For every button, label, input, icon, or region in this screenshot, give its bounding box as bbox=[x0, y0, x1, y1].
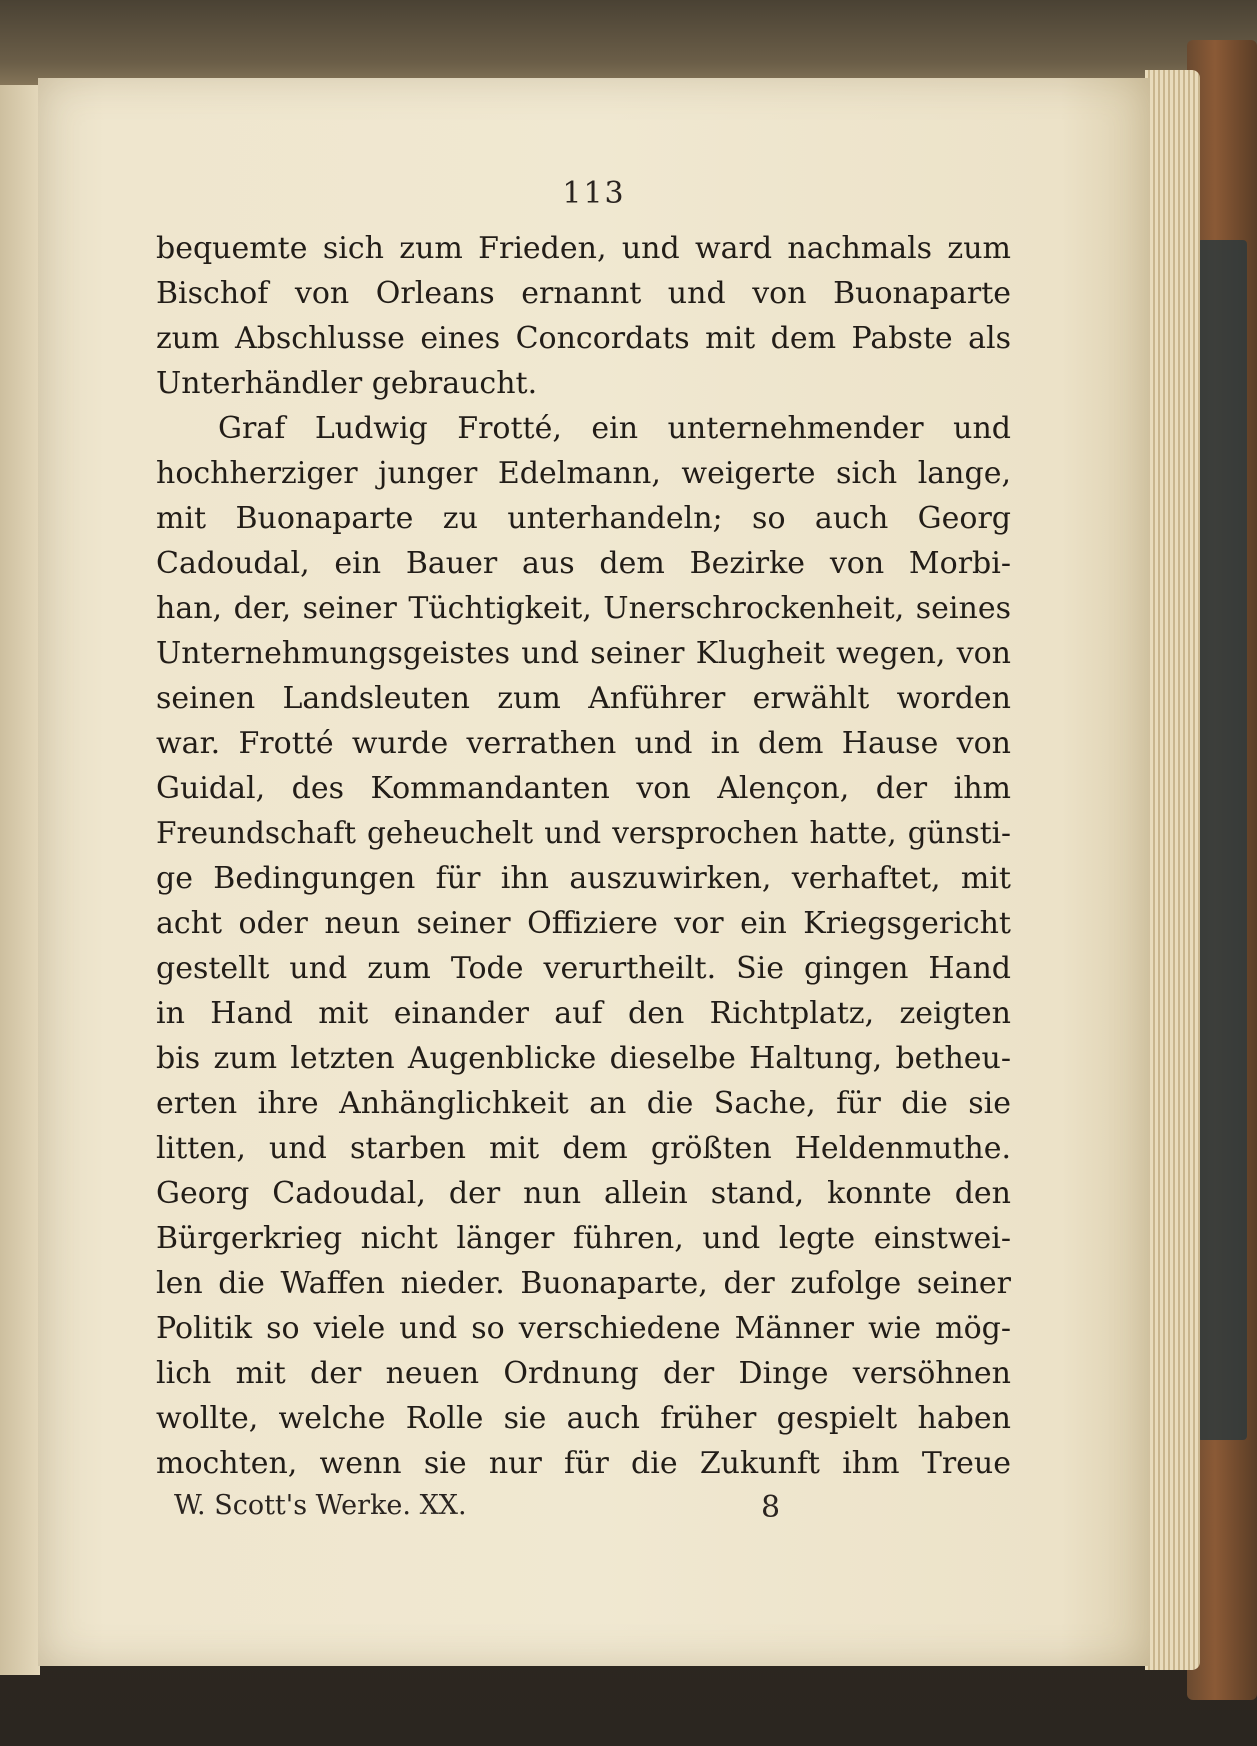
text-line: bis zum letzten Augenblicke dieselbe Haltung, betheu- bbox=[156, 1041, 1011, 1076]
book-cover-top bbox=[0, 0, 1257, 90]
text-line: in Hand mit einander auf den Richtplatz, zeigten bbox=[156, 996, 1011, 1031]
text-line: mit Buonaparte zu unterhandeln; so auch Georg bbox=[156, 501, 1011, 536]
text-line: len die Waffen nieder. Buonaparte, der zufolge seiner bbox=[156, 1266, 1011, 1301]
text-line: hochherziger junger Edelmann, weigerte sich lange, bbox=[156, 456, 1011, 491]
text-line: Cadoudal, ein Bauer aus dem Bezirke von Morbi- bbox=[156, 546, 1011, 581]
text-line: Unternehmungsgeistes und seiner Klugheit wegen, von bbox=[156, 636, 1011, 671]
text-line: Freundschaft geheuchelt und versprochen hatte, günsti- bbox=[156, 816, 1011, 850]
text-line: Bischof von Orleans ernannt und von Buonaparte bbox=[156, 276, 1011, 311]
text-line: Politik so viele und so verschiedene Männer wie mög- bbox=[156, 1311, 1011, 1346]
text-line: mochten, wenn sie nur für die Zukunft ihm Treue bbox=[156, 1446, 1011, 1481]
text-line: gestellt und zum Tode verurtheilt. Sie gingen Hand bbox=[156, 951, 1011, 986]
book-page bbox=[38, 78, 1150, 1666]
text-line: wollte, welche Rolle sie auch früher gespielt haben bbox=[156, 1401, 1011, 1436]
text-line: bequemte sich zum Frieden, und ward nachmals zum bbox=[156, 231, 1011, 266]
text-line: Unterhändler gebraucht. bbox=[156, 366, 538, 401]
text-line: lich mit der neuen Ordnung der Dinge versöhnen bbox=[156, 1356, 1011, 1391]
page-number: 113 bbox=[562, 176, 626, 211]
text-line: litten, und starben mit dem größten Heldenmuthe. bbox=[156, 1131, 1011, 1166]
text-line: ge Bedingungen für ihn auszuwirken, verhaftet, mit bbox=[156, 861, 1011, 896]
text-line: Graf Ludwig Frotté, ein unternehmender und bbox=[218, 411, 1011, 446]
text-line: Guidal, des Kommandanten von Alençon, der ihm bbox=[156, 771, 1011, 806]
text-line: zum Abschlusse eines Concordats mit dem Pabste als bbox=[156, 321, 1011, 356]
running-footer: W. Scott's Werke. XX. bbox=[174, 1490, 467, 1521]
text-line: Georg Cadoudal, der nun allein stand, konnte den bbox=[156, 1176, 1011, 1211]
text-line: han, der, seiner Tüchtigkeit, Unerschrockenheit, seines bbox=[156, 591, 1011, 626]
signature-mark: 8 bbox=[761, 1490, 781, 1525]
page-footer bbox=[156, 1490, 1011, 1530]
text-line: acht oder neun seiner Offiziere vor ein Kriegsgericht bbox=[156, 906, 1011, 941]
text-line: war. Frotté wurde verrathen und in dem Hause von bbox=[156, 726, 1011, 761]
body-text bbox=[156, 226, 1011, 1486]
text-line: Bürgerkrieg nicht länger führen, und legte einstwei- bbox=[156, 1221, 1011, 1256]
text-line: erten ihre Anhänglichkeit an die Sache, für die sie bbox=[156, 1086, 1011, 1121]
left-page-edge bbox=[0, 85, 40, 1675]
page-edges bbox=[1145, 70, 1200, 1670]
text-line: seinen Landsleuten zum Anführer erwählt worden bbox=[156, 681, 1011, 716]
